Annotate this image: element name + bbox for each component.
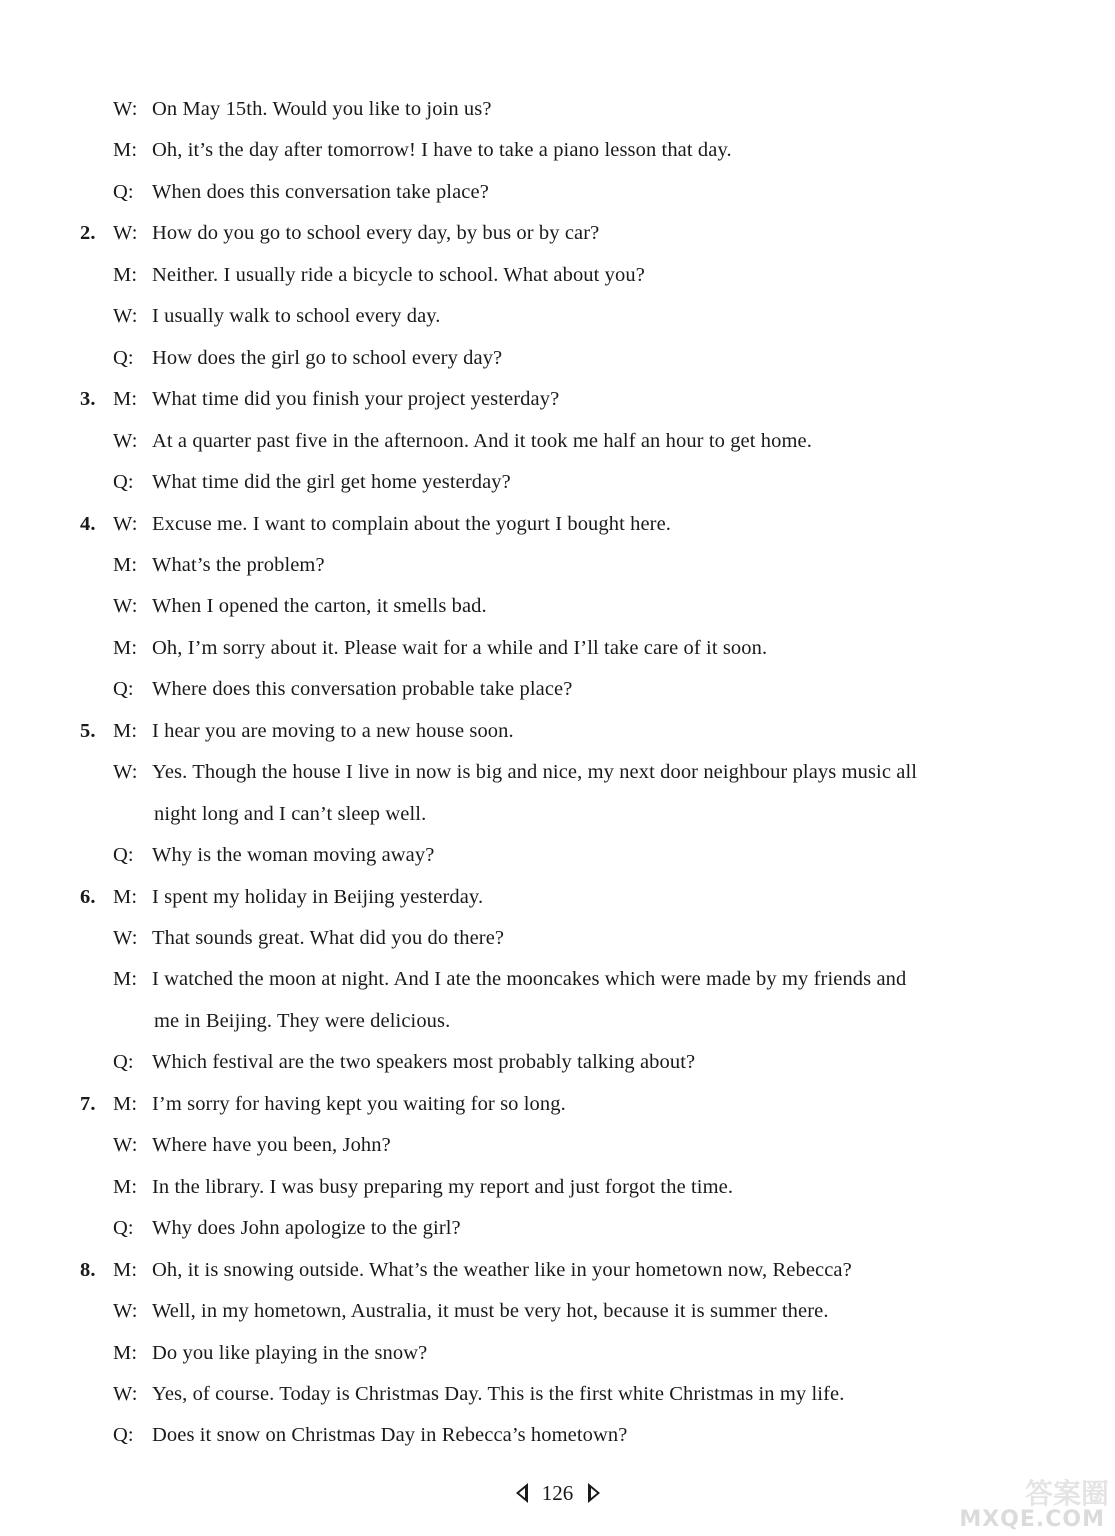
watermark-bottom: MXQE.COM (959, 1507, 1105, 1532)
question-number: 5. (80, 719, 96, 742)
speaker-label: Q: (113, 678, 134, 701)
watermark-logo (959, 1472, 1109, 1532)
dialogue-text: Why is the woman moving away? (152, 844, 435, 867)
dialogue-text: On May 15th. Would you like to join us? (152, 98, 492, 120)
speaker-label: W: (113, 927, 138, 949)
speaker-label: W: (113, 595, 138, 618)
dialogue-continuation: night long and I can’t sleep well. (154, 802, 427, 825)
dialogue-text: What’s the problem? (152, 553, 325, 576)
dialogue-text: Why does John apologize to the girl? (152, 1217, 461, 1240)
speaker-label: W: (113, 222, 138, 245)
page-footer (0, 1476, 1115, 1506)
dialogue-text: Do you like playing in the snow? (152, 1341, 428, 1364)
speaker-label: Q: (113, 1051, 134, 1074)
speaker-label: M: (113, 1258, 138, 1281)
speaker-label: W: (113, 1382, 138, 1405)
speaker-label: W: (113, 1300, 138, 1323)
dialogue-text: Oh, it’s the day after tomorrow! I have to take a piano lesson that day. (152, 139, 732, 162)
question-number: 6. (80, 885, 96, 908)
speaker-label: M: (113, 388, 138, 411)
dialogue-text: Yes. Though the house I live in now is big and nice, my next door neighbour plays music all (152, 761, 918, 784)
page-number: 126 (541, 1481, 574, 1506)
speaker-label: W: (113, 305, 138, 328)
dialogue-text: What time did you finish your project yesterday? (152, 388, 560, 411)
speaker-label: M: (113, 636, 138, 659)
dialogue-text: I spent my holiday in Beijing yesterday. (152, 885, 484, 908)
speaker-label: W: (113, 512, 138, 535)
question-number: 8. (80, 1258, 96, 1281)
speaker-label: M: (113, 263, 138, 286)
speaker-label: M: (113, 1092, 138, 1115)
speaker-label: M: (113, 139, 138, 162)
left-triangle-icon (515, 1482, 529, 1504)
speaker-label: Q: (113, 844, 134, 867)
dialogue-text: I usually walk to school every day. (152, 305, 441, 328)
dialogue-continuation: me in Beijing. They were delicious. (154, 1009, 451, 1032)
dialogue-text: Where have you been, John? (152, 1134, 391, 1157)
dialogue-text: Oh, it is snowing outside. What’s the weather like in your hometown now, Rebecca? (152, 1258, 852, 1281)
question-number: 4. (80, 512, 96, 535)
dialogue-text: At a quarter past five in the afternoon. And it took me half an hour to get home. (152, 429, 812, 452)
speaker-label: M: (113, 885, 138, 908)
right-triangle-icon (587, 1482, 601, 1504)
dialogue-text: How does the girl go to school every day? (152, 346, 503, 369)
speaker-label: Q: (113, 1424, 134, 1447)
dialogue-text: What time did the girl get home yesterday? (152, 471, 511, 494)
dialogue-text: I’m sorry for having kept you waiting for so long. (152, 1092, 566, 1115)
dialogue-text: Oh, I’m sorry about it. Please wait for a while and I’ll take care of it soon. (152, 636, 768, 659)
dialogue-text: Yes, of course. Today is Christmas Day. This is the first white Christmas in my life. (152, 1382, 845, 1405)
speaker-label: Q: (113, 471, 134, 494)
question-number: 7. (80, 1092, 96, 1115)
dialogue-text: Neither. I usually ride a bicycle to school. What about you? (152, 263, 645, 286)
speaker-label: W: (113, 761, 138, 784)
dialogue-text: Does it snow on Christmas Day in Rebecca’s hometown? (152, 1424, 628, 1447)
speaker-label: Q: (113, 346, 134, 369)
dialogue-text: When does this conversation take place? (152, 180, 489, 203)
speaker-label: M: (113, 1175, 138, 1198)
question-number: 3. (80, 388, 96, 411)
speaker-label: W: (113, 429, 138, 452)
dialogue-text: In the library. I was busy preparing my report and just forgot the time. (152, 1175, 734, 1198)
dialogue-text: How do you go to school every day, by bus or by car? (152, 222, 600, 245)
dialogue-text: Where does this conversation probable take place? (152, 678, 573, 701)
speaker-label: M: (113, 1341, 138, 1364)
speaker-label: W: (113, 98, 138, 120)
dialogue-text: That sounds great. What did you do there? (152, 927, 505, 949)
speaker-label: M: (113, 719, 138, 742)
question-number: 2. (80, 222, 96, 245)
dialogue-text: I watched the moon at night. And I ate the mooncakes which were made by my friends and (152, 968, 907, 991)
speaker-label: W: (113, 1134, 138, 1157)
dialogue-text: Excuse me. I want to complain about the yogurt I bought here. (152, 512, 672, 535)
dialogue-text: When I opened the carton, it smells bad. (152, 595, 487, 618)
watermark-top: 答案圈 (1024, 1477, 1109, 1510)
speaker-label: Q: (113, 1217, 134, 1240)
speaker-label: M: (113, 553, 138, 576)
dialogue-text: Which festival are the two speakers most probably talking about? (152, 1051, 696, 1074)
speaker-label: M: (113, 968, 138, 991)
dialogue-text: Well, in my hometown, Australia, it must be very hot, because it is summer there. (152, 1300, 829, 1323)
speaker-label: Q: (113, 180, 134, 203)
dialogue-text: I hear you are moving to a new house soon. (152, 719, 514, 742)
